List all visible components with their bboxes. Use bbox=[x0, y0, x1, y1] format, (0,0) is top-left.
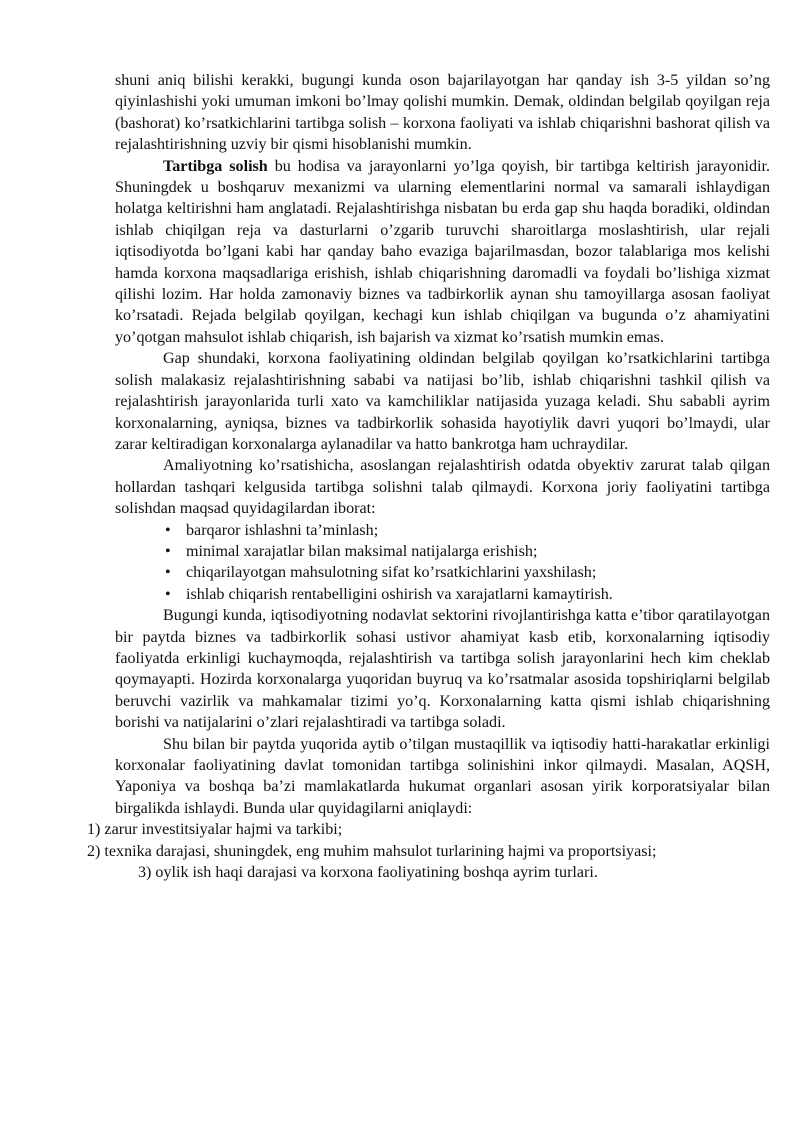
numbered-item-1: 1) zarur investitsiyalar hajmi va tarkibi; bbox=[87, 821, 343, 839]
paragraph-cause: Gap shundaki, korxona faoliyatining oldindan belgilab qoyilgan ko’rsatkichlarini tartibga solish malakasiz rejalashtirishning sababi va natijasi bo’lib, ishlab chiqarishni tashkil qilish va rejalashtirish jarayonlarida turli xato va kamchiliklar natijasida yuzaga keladi. Shu sababli ayrim korxonalarning, ayniqsa, biznes va tadbirkorlik sohasida hayotiylik davri yuqori bo’lmaydi, ular zarar keltiradigan korxonalarga aylanadilar va hatto bankrotga ham uchraydilar. bbox=[115, 350, 770, 453]
list-item-text: minimal xarajatlar bilan maksimal natijalarga erishish; bbox=[186, 542, 538, 560]
bullet-icon: • bbox=[165, 521, 171, 539]
list-item bbox=[115, 520, 770, 541]
numbered-item-2-text: 2) texnika darajasi, shuningdek, eng muhim mahsulot turlarining hajmi va proportsiyasi; bbox=[87, 842, 657, 860]
bullet-icon: • bbox=[165, 564, 171, 582]
definition-text: bu hodisa va jarayonlarni yo’lga qoyish, bir tartibga keltirish jarayonidir. Shuningdek u boshqaruv mexanizmi va ularning elementlarini normal va samarali ishlaydigan holatga keltirishni ham anglatadi. Rejalashtirishga nisbatan bu erda gap shu haqda boradiki, oldindan ishlab chiqilgan reja va dasturlarni o’zgarib turuvchi sharoitlarga moslashtirish, ular rejali iqtisodiyotda bo’lgani kabi har qanday baho evaziga bajarilmasdan, bozor talablariga mos kelishi hamda korxona maqsadlariga erishish, ishlab chiqarishning daromadli va foydali bo’lishiga xizmat qilishi lozim. Har holda zamonaviy biznes va tadbirkorlik aynan shu tamoyillarga asosan faoliyat ko’rsatadi. Rejada belgilab qoyilgan, kechagi kun ishlab chiqilgan va bugunda o’z ahamiyatini yo’qotgan mahsulot ishlab chiqarish, ish bajarish va xizmat ko’rsatish mumkin emas. bbox=[115, 157, 770, 346]
paragraph-today: Bugungi kunda, iqtisodiyotning nodavlat sektorini rivojlantirishga katta e’tibor qaratilayotgan bir paytda biznes va tadbirkorlik sohasi ustivor ahamiyat kasb etib, korxonalarning iqtisodiy faoliyatda erkinligi kuchaymoqda, rejalashtirish va tartibga solish jarayonlarini hech kim cheklab qoymayapti. Hozirda korxonalarga yuqoridan buyruq va ko’rsatmalar asosida topshiriqlarni belgilab beruvchi vazirlik va mahkamalar tizimi yo’q. Korxonalarning katta qismi ishlab chiqarishning borishi va natijalarini o’zlari rejalashtiradi va tartibga soladi. bbox=[115, 607, 770, 732]
list-item-text: barqaror ishlashni ta’minlash; bbox=[186, 521, 379, 539]
numbered-item-3: 3) oylik ish haqi darajasi va korxona faoliyatining boshqa ayrim turlari. bbox=[138, 864, 598, 882]
paragraph-intro: shuni aniq bilishi kerakki, bugungi kunda oson bajarilayotgan har qanday ish 3-5 yildan so’ng qiyinlashishi yoki umuman imkoni bo’lmay qolishi mumkin. Demak, oldindan belgilab qoyilgan reja (bashorat) ko’rsatkichlarini tartibga solish – korxona faoliyati va ishlab chiqarishni bashorat qilish va rejalashtirishning uzviy bir qismi hisoblanishi mumkin. bbox=[115, 72, 770, 154]
numbered-item-2 bbox=[87, 841, 770, 862]
list-item-text: chiqarilayotgan mahsulotning sifat ko’rsatkichlarini yaxshilash; bbox=[186, 564, 597, 582]
paragraph-regulation: Shu bilan bir paytda yuqorida aytib o’tilgan mustaqillik va iqtisodiy hatti-harakatlar erkinligi korxonalar faoliyatining davlat tomonidan tartibga solinishini inkor qilmaydi. Masalan, AQSH, Yaponiya va boshqa ba’zi mamlakatlarda hukumat organlari asosan yirik korporatsiyalar bilan birgalikda ishlaydi. Bunda ular quyidagilarni aniqlaydi: bbox=[115, 735, 770, 817]
term-bold: Tartibga solish bbox=[163, 157, 268, 175]
list-item-text: ishlab chiqarish rentabelligini oshirish va xarajatlarni kamaytirish. bbox=[186, 585, 613, 603]
list-item bbox=[115, 541, 770, 562]
document-page bbox=[87, 70, 770, 883]
paragraph-practice: Amaliyotning ko’rsatishicha, asoslangan rejalashtirish odatda obyektiv zarurat talab qilgan hollardan tashqari kelgusida tartibga solishni talab qilmaydi. Korxona joriy faoliyatini tartibga solishdan maqsad quyidagilardan iborat: bbox=[115, 457, 770, 518]
bullet-icon: • bbox=[165, 585, 171, 603]
list-item bbox=[115, 562, 770, 583]
bullet-icon: • bbox=[165, 542, 171, 560]
paragraph-definition bbox=[115, 156, 770, 349]
goals-list bbox=[115, 520, 770, 606]
list-item bbox=[115, 584, 770, 605]
